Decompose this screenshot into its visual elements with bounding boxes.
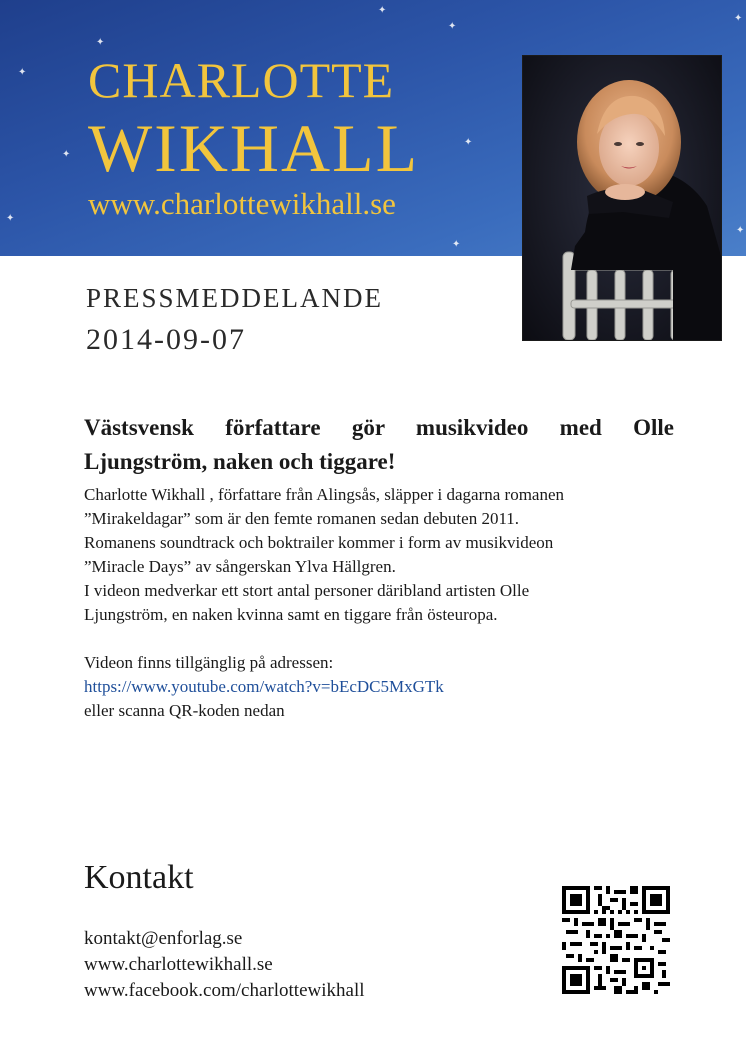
contact-email[interactable]: kontakt@enforlag.se xyxy=(84,928,243,949)
paragraph-line: Romanens soundtrack och boktrailer kommer i form av musikvideon xyxy=(84,533,554,552)
star-icon: ✦ xyxy=(378,5,387,16)
qr-code-icon[interactable] xyxy=(562,886,670,994)
star-icon: ✦ xyxy=(452,239,461,250)
star-icon: ✦ xyxy=(6,213,15,224)
author-portrait-illustration xyxy=(523,56,721,340)
press-release-date: 2014-09-07 xyxy=(86,323,246,356)
video-intro: Videon finns tillgänglig på adressen: xyxy=(84,653,334,672)
contact-website[interactable]: www.charlottewikhall.se xyxy=(84,954,273,975)
author-first-name: CHARLOTTE xyxy=(88,52,395,108)
star-icon: ✦ xyxy=(464,137,473,148)
author-last-name: WIKHALL xyxy=(88,110,420,186)
paragraph-line: ”Miracle Days” av sångerskan Ylva Hällgren. xyxy=(84,557,396,576)
contact-facebook[interactable]: www.facebook.com/charlottewikhall xyxy=(84,980,365,1001)
spacer xyxy=(84,627,684,651)
star-icon: ✦ xyxy=(734,13,743,24)
star-icon: ✦ xyxy=(96,37,105,48)
article-body xyxy=(84,483,684,723)
paragraph-line: Charlotte Wikhall , författare från Alingsås, släpper i dagarna romanen xyxy=(84,485,565,504)
qr-hint: eller scanna QR-koden nedan xyxy=(84,701,285,720)
contact-heading: Kontakt xyxy=(84,859,194,896)
contact-list xyxy=(84,926,365,1004)
paragraph-line: Ljungström, en naken kvinna samt en tiggare från östeuropa. xyxy=(84,605,498,624)
paragraph-line: ”Mirakeldagar” som är den femte romanen sedan debuten 2011. xyxy=(84,509,520,528)
press-release-label: PRESSMEDDELANDE xyxy=(86,283,384,313)
star-icon: ✦ xyxy=(18,67,27,78)
star-icon: ✦ xyxy=(448,21,457,32)
star-icon: ✦ xyxy=(736,225,745,236)
author-website[interactable]: www.charlottewikhall.se xyxy=(88,186,396,221)
paragraph-line: I videon medverkar ett stort antal personer däribland artisten Olle xyxy=(84,581,530,600)
star-icon: ✦ xyxy=(62,149,71,160)
author-photo xyxy=(522,55,722,341)
youtube-video-link[interactable]: https://www.youtube.com/watch?v=bEcDC5MxGTk xyxy=(84,677,444,696)
article-headline: Västsvensk författare gör musikvideo med Olle Ljungström, naken och tiggare! xyxy=(84,415,674,475)
